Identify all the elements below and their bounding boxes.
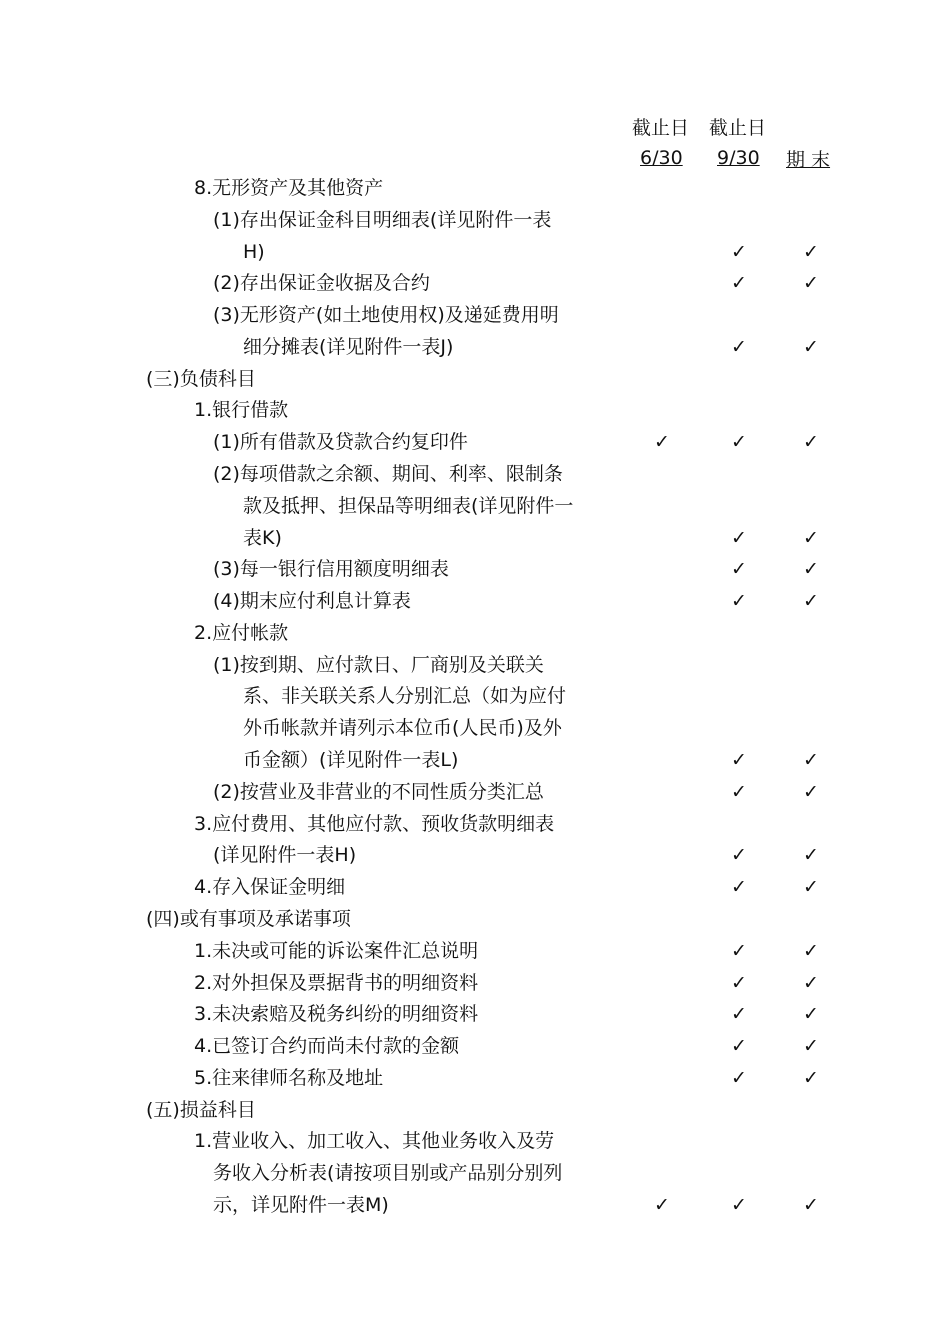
row-label: (1)存出保证金科目明细表(详见附件一表 xyxy=(213,208,552,231)
row-label: (三)负债科目 xyxy=(146,367,256,390)
row-label: (1)按到期、应付款日、厂商别及关联关 xyxy=(213,653,544,676)
row-label: (4)期末应付利息计算表 xyxy=(213,590,411,613)
row-label: 1.营业收入、加工收入、其他业务收入及劳 xyxy=(194,1130,555,1153)
checklist-row xyxy=(0,1126,950,1157)
check-mark-icon: ✓ xyxy=(803,876,819,899)
check-mark-icon: ✓ xyxy=(731,876,747,899)
row-label: (1)所有借款及贷款合约复印件 xyxy=(213,431,468,454)
check-mark-icon: ✓ xyxy=(731,1035,747,1058)
row-label: (2)每项借款之余额、期间、利率、限制条 xyxy=(213,463,563,486)
check-mark-icon: ✓ xyxy=(803,1003,819,1026)
row-label: 系、非关联关系人分别汇总（如为应付 xyxy=(243,685,567,708)
checklist-row xyxy=(0,840,950,871)
check-mark-icon: ✓ xyxy=(731,971,747,994)
check-mark-icon: ✓ xyxy=(731,240,747,263)
row-label: (详见附件一表H) xyxy=(213,844,357,867)
checklist-row xyxy=(0,1031,950,1062)
row-label: (2)存出保证金收据及合约 xyxy=(213,272,430,295)
row-label: 细分摊表(详见附件一表J) xyxy=(243,335,454,358)
check-mark-icon: ✓ xyxy=(803,971,819,994)
checklist-row xyxy=(0,427,950,458)
row-label: 8.无形资产及其他资产 xyxy=(194,177,384,199)
check-mark-icon: ✓ xyxy=(803,1035,819,1058)
checklist-row xyxy=(0,904,950,935)
row-label: 2.应付帐款 xyxy=(194,621,289,644)
row-label: (2)按营业及非营业的不同性质分类汇总 xyxy=(213,780,544,803)
checklist-row xyxy=(0,1095,950,1126)
check-mark-icon: ✓ xyxy=(731,526,747,549)
checklist-row xyxy=(0,681,950,712)
checklist-row xyxy=(0,523,950,554)
check-mark-icon: ✓ xyxy=(654,1193,670,1216)
check-mark-icon: ✓ xyxy=(803,1193,819,1216)
check-mark-icon: ✓ xyxy=(731,749,747,772)
checklist-row xyxy=(0,650,950,681)
check-mark-icon: ✓ xyxy=(731,939,747,962)
checklist-row xyxy=(0,491,950,522)
check-mark-icon: ✓ xyxy=(803,749,819,772)
row-label: 款及抵押、担保品等明细表(详见附件一 xyxy=(243,494,574,517)
check-mark-icon: ✓ xyxy=(803,844,819,867)
checklist-row xyxy=(0,364,950,395)
row-label: 4.存入保证金明细 xyxy=(194,876,346,899)
check-mark-icon: ✓ xyxy=(803,939,819,962)
col1-header-top: 截止日 xyxy=(632,117,690,139)
row-label: 5.往来律师名称及地址 xyxy=(194,1066,384,1089)
checklist-row xyxy=(0,332,950,363)
checklist-row xyxy=(0,459,950,490)
check-mark-icon: ✓ xyxy=(731,1066,747,1089)
row-label: 3.应付费用、其他应付款、预收货款明细表 xyxy=(194,812,555,835)
row-label: (四)或有事项及承诺事项 xyxy=(146,907,351,930)
checklist-row xyxy=(0,745,950,776)
checklist-row xyxy=(0,1063,950,1094)
checklist-row xyxy=(0,300,950,331)
checklist-row xyxy=(0,1158,950,1189)
check-mark-icon: ✓ xyxy=(731,780,747,803)
row-label: (3)无形资产(如土地使用权)及递延费用明 xyxy=(213,304,559,327)
checklist-row xyxy=(0,618,950,649)
check-mark-icon: ✓ xyxy=(803,780,819,803)
checklist-row xyxy=(0,554,950,585)
row-label: 1.银行借款 xyxy=(194,399,289,422)
checklist-row xyxy=(0,395,950,426)
checklist-row xyxy=(0,968,950,999)
checklist-row xyxy=(0,237,950,268)
checklist-row xyxy=(0,1190,950,1221)
col2-header-bottom: 9/30 xyxy=(717,147,760,169)
checklist-row xyxy=(0,777,950,808)
row-label: 3.未决索赔及税务纠纷的明细资料 xyxy=(194,1003,479,1026)
row-label: 币金额）(详见附件一表L) xyxy=(243,749,459,772)
checklist-row xyxy=(0,586,950,617)
check-mark-icon: ✓ xyxy=(803,590,819,613)
check-mark-icon: ✓ xyxy=(731,558,747,581)
check-mark-icon: ✓ xyxy=(803,1066,819,1089)
check-mark-icon: ✓ xyxy=(803,558,819,581)
check-mark-icon: ✓ xyxy=(803,526,819,549)
row-label: 4.已签订合约而尚未付款的金额 xyxy=(194,1035,460,1058)
row-label: 外币帐款并请列示本位币(人民币)及外 xyxy=(243,717,562,740)
row-label: 2.对外担保及票据背书的明细资料 xyxy=(194,971,479,994)
col3-header-bottom: 期 末 xyxy=(786,149,831,171)
checklist-row xyxy=(0,809,950,840)
col2-header-top: 截止日 xyxy=(709,117,767,139)
checklist-row xyxy=(0,936,950,967)
checklist-row xyxy=(0,999,950,1030)
row-label: 示，详见附件一表M) xyxy=(213,1193,389,1216)
check-mark-icon: ✓ xyxy=(803,431,819,454)
row-label: H) xyxy=(243,240,265,263)
row-label: 务收入分析表(请按项目别或产品别分别列 xyxy=(213,1162,563,1185)
col1-header-bottom: 6/30 xyxy=(640,147,683,169)
check-mark-icon: ✓ xyxy=(803,335,819,358)
check-mark-icon: ✓ xyxy=(731,590,747,613)
check-mark-icon: ✓ xyxy=(803,272,819,295)
row-label: (3)每一银行信用额度明细表 xyxy=(213,558,449,581)
check-mark-icon: ✓ xyxy=(654,431,670,454)
check-mark-icon: ✓ xyxy=(731,1003,747,1026)
checklist-row xyxy=(0,173,950,204)
check-mark-icon: ✓ xyxy=(731,1193,747,1216)
check-mark-icon: ✓ xyxy=(731,272,747,295)
checklist-row xyxy=(0,872,950,903)
check-mark-icon: ✓ xyxy=(731,431,747,454)
checklist-row xyxy=(0,205,950,236)
check-mark-icon: ✓ xyxy=(731,844,747,867)
row-label: 表K) xyxy=(243,526,282,549)
checklist-row xyxy=(0,268,950,299)
checklist-row xyxy=(0,713,950,744)
check-mark-icon: ✓ xyxy=(731,335,747,358)
check-mark-icon: ✓ xyxy=(803,240,819,263)
row-label: 1.未决或可能的诉讼案件汇总说明 xyxy=(194,939,479,962)
row-label: (五)损益科目 xyxy=(146,1098,256,1121)
